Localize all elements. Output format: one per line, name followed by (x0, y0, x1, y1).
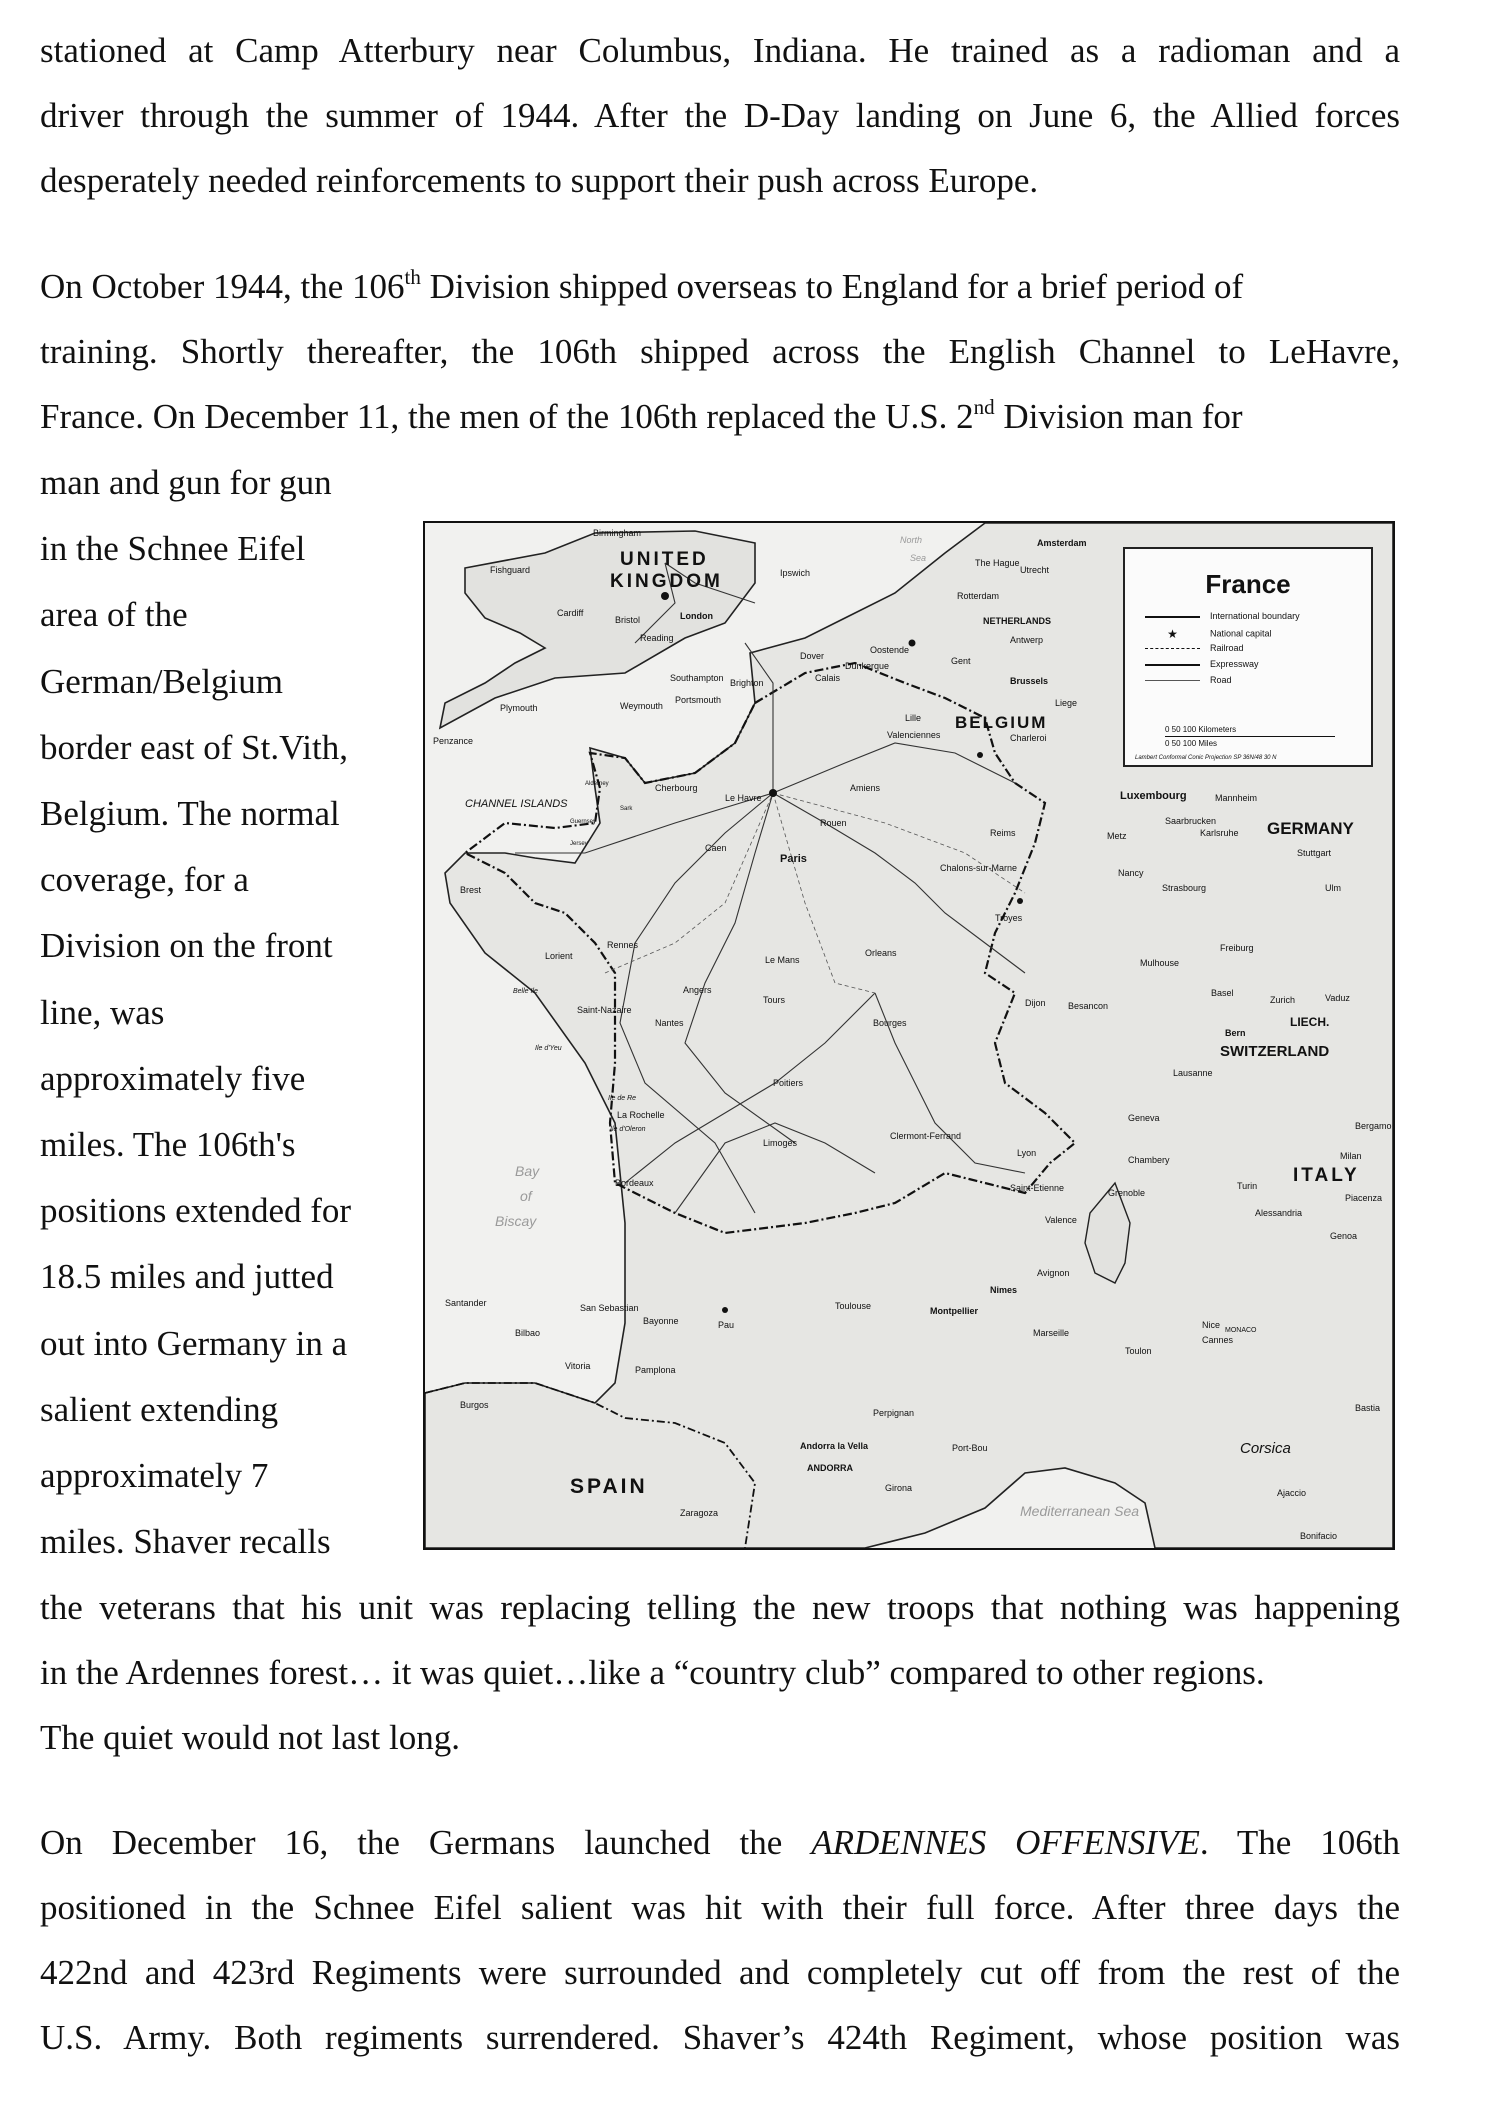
map-city-label: Charleroi (1010, 733, 1047, 743)
map-country-label: ANDORRA (807, 1463, 853, 1473)
text-line: France. On December 11, the men of the 106th replaced the U.S. 2nd Division man for (40, 395, 1243, 436)
map-city-label: Brighton (730, 678, 764, 688)
text-line: Division on the front (40, 926, 333, 966)
map-city-label: Grenoble (1108, 1188, 1146, 1198)
map-city-label: Portsmouth (675, 695, 722, 705)
boundary-swatch-icon (1145, 616, 1200, 618)
text-line: driver through the summer of 1944. After the D-Day landing on June 6, the Allied forces (40, 96, 1400, 135)
text-line: On October 1944, the 106th Division shipped overseas to England for a brief period of (40, 265, 1244, 306)
map-city-label: Chambery (1128, 1155, 1170, 1165)
map-city-label: Girona (885, 1483, 913, 1493)
map-city-label: Amiens (850, 783, 881, 793)
map-country-label: MONACO (1225, 1327, 1257, 1334)
text-line: border east of St.Vith, (40, 727, 348, 767)
text-line: the veterans that his unit was replacing telling the new troops that nothing was happening (40, 1588, 1400, 1627)
map-city-label: Geneva (1128, 1113, 1160, 1123)
legend-row: Railroad (1145, 643, 1361, 659)
map-sea-label: Biscay (495, 1213, 537, 1229)
text-line: German/Belgium (40, 661, 284, 701)
map-city-label: Vaduz (1325, 993, 1350, 1003)
map-country-label: BELGIUM (955, 713, 1048, 732)
map-sea-label: Bay (515, 1163, 540, 1179)
text-line: out into Germany in a (40, 1323, 348, 1363)
map-city-label: Bayonne (643, 1316, 679, 1326)
map-city-label: Saarbrucken (1165, 816, 1217, 826)
map-island-label: Sark (620, 806, 633, 812)
text-line: salient extending (40, 1389, 279, 1429)
map-city-label: Port-Bou (952, 1443, 988, 1453)
map-country-label: UNITED (620, 549, 709, 570)
map-city-label: San Sebastian (580, 1303, 639, 1313)
map-city-label: Cardiff (557, 608, 584, 618)
map-city-label: The Hague (975, 558, 1020, 568)
railroad-swatch-icon (1145, 648, 1200, 649)
map-city-label: Ipswich (780, 568, 811, 578)
map-city-label: Freiburg (1220, 943, 1254, 953)
map-city-label: Dunkerque (845, 661, 890, 671)
map-legend (1123, 547, 1373, 767)
map-city-label: Burgos (460, 1400, 489, 1410)
map-island-label: Guernsey (570, 819, 597, 825)
map-city-label: Bern (1225, 1028, 1246, 1038)
map-city-label: Utrecht (1020, 565, 1050, 575)
paragraph-2 (40, 254, 1400, 449)
map-city-label: Saint-Nazaire (577, 1005, 632, 1015)
text-line: positions extended for (40, 1191, 352, 1231)
map-island-label: Ile de Re (608, 1095, 637, 1102)
map-city-label: Santander (445, 1298, 487, 1308)
map-island-label: Ile d'Oleron (610, 1126, 646, 1133)
map-sea-label: of (520, 1188, 532, 1204)
paragraph-2-continued (40, 1575, 1400, 1770)
map-city-label: Paris (780, 853, 807, 865)
map-city-label: Toulon (1125, 1346, 1152, 1356)
map-city-label: Limoges (763, 1138, 798, 1148)
text-line: training. Shortly thereafter, the 106th shipped across the English Channel to LeHavre, (40, 332, 1400, 371)
map-city-label: Nimes (990, 1285, 1018, 1295)
map-city-label: Valence (1045, 1215, 1077, 1225)
map-city-label: Mannheim (1215, 793, 1258, 803)
map-city-label: Genoa (1330, 1231, 1358, 1241)
text-line: miles. The 106th's (40, 1125, 296, 1165)
map-city-label: Zurich (1270, 995, 1296, 1005)
map-city-label: Lorient (545, 951, 573, 961)
map-city-label: Turin (1237, 1181, 1258, 1191)
map-island-label: Ile d'Yeu (535, 1045, 562, 1052)
france-map-figure (423, 521, 1395, 1550)
map-city-label: Lyon (1017, 1148, 1037, 1158)
text-line: U.S. Army. Both regiments surrendered. Shaver’s 424th Regiment, whose position was (40, 2018, 1400, 2057)
map-city-label: Vitoria (565, 1361, 591, 1371)
map-city-label: Strasbourg (1162, 883, 1207, 893)
map-city-label: Valenciennes (887, 730, 941, 740)
map-city-label: Poitiers (773, 1078, 804, 1088)
legend-row: Expressway (1145, 659, 1361, 675)
map-city-label: Toulouse (835, 1301, 872, 1311)
text-line: approximately five (40, 1058, 306, 1098)
map-city-label: Gent (951, 656, 971, 666)
map-country-label: GERMANY (1267, 819, 1354, 838)
text-line: desperately needed reinforcements to support their push across Europe. (40, 161, 1039, 200)
map-country-label: NETHERLANDS (983, 616, 1052, 626)
map-city-label: Rouen (820, 818, 847, 828)
map-city-label: Montpellier (930, 1306, 979, 1316)
text-line: line, was (40, 992, 165, 1032)
map-sea-label: Mediterranean Sea (1020, 1503, 1140, 1519)
map-city-label: Pamplona (635, 1365, 676, 1375)
text-line: in the Schnee Eifel (40, 529, 306, 569)
map-city-label: Metz (1107, 831, 1127, 841)
map-city-label: Reading (640, 633, 674, 643)
map-city-label: Basel (1211, 988, 1234, 998)
map-island-label: Belle Ile (513, 988, 538, 995)
map-city-label: Alessandria (1255, 1208, 1303, 1218)
map-island-label: Jersey (570, 841, 588, 847)
map-city-label: Weymouth (620, 701, 663, 711)
map-city-label: Angers (683, 985, 712, 995)
map-city-label: Chalons-sur-Marne (940, 863, 1018, 873)
map-city-label: Cannes (1202, 1335, 1234, 1345)
legend-projection-note: Lambert Conformal Conic Projection SP 36N/48 30 N (1135, 755, 1277, 761)
map-city-label: Karlsruhe (1200, 828, 1239, 838)
map-sea-label: Corsica (1240, 1440, 1291, 1457)
map-country-label: SPAIN (570, 1475, 648, 1498)
map-city-label: Zaragoza (680, 1508, 719, 1518)
text-line: 422nd and 423rd Regiments were surrounded and completely cut off from the rest of the (40, 1953, 1400, 1992)
text-line: Belgium. The normal (40, 794, 340, 834)
map-city-label: Andorra la Vella (800, 1441, 869, 1451)
map-city-label: Nantes (655, 1018, 684, 1028)
map-city-label: Lille (905, 713, 922, 723)
map-city-label: Bristol (615, 615, 641, 625)
map-city-label: Reims (990, 828, 1016, 838)
map-city-label: Bourges (873, 1018, 907, 1028)
map-city-label: Southampton (670, 673, 724, 683)
map-city-label: Bastia (1355, 1403, 1381, 1413)
text-line: miles. Shaver recalls (40, 1522, 331, 1562)
text-line: in the Ardennes forest… it was quiet…like a “country club” compared to other regions. (40, 1653, 1265, 1692)
text-line: coverage, for a (40, 860, 249, 900)
map-city-label: Brussels (1010, 676, 1049, 686)
map-city-label: Bonifacio (1300, 1531, 1338, 1541)
map-country-label: LIECH. (1290, 1015, 1330, 1029)
map-island-label: Alderney (585, 781, 609, 787)
map-city-label: Besancon (1068, 1001, 1109, 1011)
map-city-label: Birmingham (593, 528, 642, 538)
map-city-label: Stuttgart (1297, 848, 1332, 858)
text-line: man and gun for gun (40, 463, 332, 502)
map-city-label: Rotterdam (957, 591, 1000, 601)
text-line: stationed at Camp Atterbury near Columbus, Indiana. He trained as a radioman and a (40, 31, 1400, 70)
map-city-label: La Rochelle (617, 1110, 665, 1120)
paragraph-1 (40, 18, 1400, 213)
map-city-label: Penzance (433, 736, 474, 746)
map-sea-label: North (900, 535, 923, 545)
map-city-label: Le Havre (725, 793, 762, 803)
road-swatch-icon (1145, 680, 1200, 681)
map-city-label: Troyes (995, 913, 1023, 923)
text-line: 18.5 miles and jutted (40, 1257, 334, 1297)
map-city-label: Tours (763, 995, 786, 1005)
legend-scale: 0 50 100 Kilometers 0 50 100 Miles (1165, 725, 1335, 748)
map-country-label: KINGDOM (610, 571, 723, 592)
map-city-label: Bordeaux (615, 1178, 654, 1188)
legend-row: Road (1145, 675, 1361, 691)
text-line: approximately 7 (40, 1456, 269, 1496)
map-city-label: Marseille (1033, 1328, 1070, 1338)
map-city-label: Nice (1202, 1320, 1221, 1330)
map-city-label: Dover (800, 651, 825, 661)
map-sea-label: Sea (910, 553, 927, 563)
map-city-label: Orleans (865, 948, 897, 958)
map-city-label: Milan (1340, 1151, 1362, 1161)
map-city-label: Antwerp (1010, 635, 1044, 645)
map-city-label: Perpignan (873, 1408, 915, 1418)
star-icon: ★ (1167, 627, 1178, 641)
text-line: positioned in the Schnee Eifel salient was hit with their full force. After three days the (40, 1888, 1400, 1927)
text-line: The quiet would not last long. (40, 1718, 460, 1757)
map-city-label: Avignon (1037, 1268, 1070, 1278)
map-city-label: Clermont-Ferrand (890, 1131, 962, 1141)
map-city-label: Mulhouse (1140, 958, 1180, 968)
map-city-label: Plymouth (500, 703, 538, 713)
map-city-label: Lausanne (1173, 1068, 1213, 1078)
map-city-label: Le Mans (765, 955, 800, 965)
map-city-label: Rennes (607, 940, 639, 950)
map-city-label: Ajaccio (1277, 1488, 1307, 1498)
map-city-label: Bilbao (515, 1328, 541, 1338)
map-country-label: Luxembourg (1120, 790, 1187, 802)
text-line: On December 16, the Germans launched the ARDENNES OFFENSIVE. The 106th (40, 1823, 1401, 1862)
map-city-label: Caen (705, 843, 727, 853)
map-city-label: Ulm (1325, 883, 1341, 893)
map-city-label: Pau (718, 1320, 735, 1330)
expressway-swatch-icon (1145, 664, 1200, 666)
map-sea-label: CHANNEL ISLANDS (465, 798, 568, 810)
map-city-label: Liege (1055, 698, 1078, 708)
paragraph-3 (40, 1810, 1400, 2070)
text-line: area of the (40, 595, 188, 635)
map-city-label: Oostende (870, 645, 910, 655)
map-city-label: Fishguard (490, 565, 531, 575)
map-country-label: ITALY (1293, 1165, 1360, 1186)
map-city-label: Dijon (1025, 998, 1046, 1008)
map-city-label: London (680, 611, 713, 621)
map-country-label: SWITZERLAND (1220, 1043, 1330, 1060)
legend-row: ★ National capital (1145, 627, 1361, 643)
wrapped-text-column (40, 450, 400, 1575)
map-city-label: Piacenza (1345, 1193, 1383, 1203)
map-city-label: Saint-Etienne (1010, 1183, 1065, 1193)
legend-row: International boundary (1145, 611, 1361, 627)
map-city-label: Amsterdam (1037, 538, 1087, 548)
map-city-label: Cherbourg (655, 783, 698, 793)
map-city-label: Nancy (1118, 868, 1144, 878)
map-city-label: Calais (815, 673, 841, 683)
legend-title: France (1205, 569, 1291, 599)
map-city-label: Bergamo (1355, 1121, 1392, 1131)
map-city-label: Brest (460, 885, 482, 895)
